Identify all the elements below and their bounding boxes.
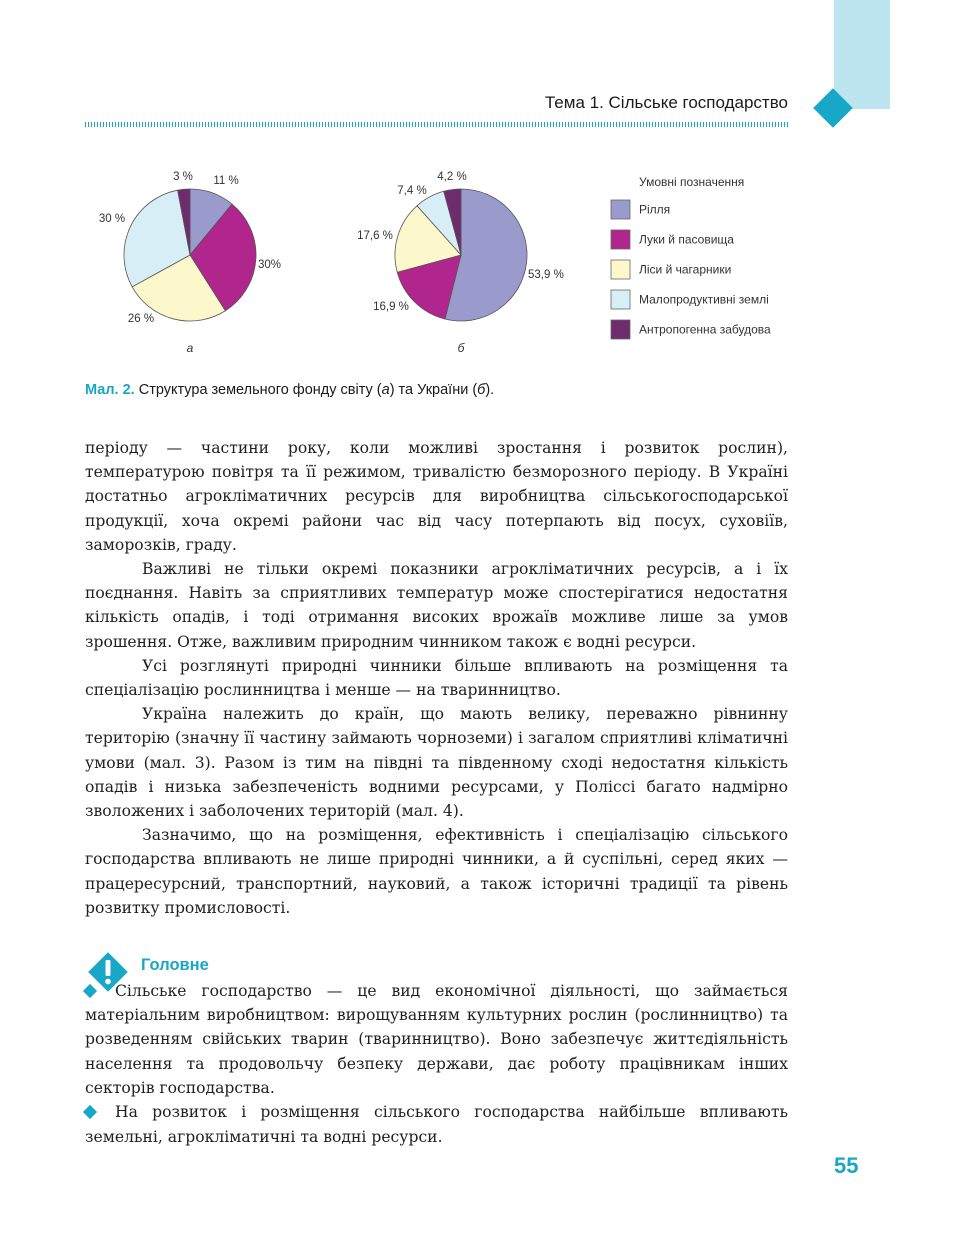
summary-heading: Головне [141, 956, 209, 974]
legend-label: Антропогенна забудова [639, 322, 771, 337]
figure-caption [85, 382, 494, 398]
legend-swatch [611, 320, 630, 339]
legend-swatch [611, 290, 630, 309]
legend-label: Рілля [639, 202, 671, 217]
summary-item-text: Сільське господарство — це вид економічної діяльності, що займається матеріальним виробництвом: вирощуванням культурних рослин (рослинництво) та розведенням свійських тварин (тваринництво). Воно забезпечує життєдіяльність населення та продовольчу безпеку держави, дає роботу працівникам інших секторів господарства. [85, 982, 788, 1097]
paragraph: періоду — частини року, коли можливі зростання і розвиток рослин), температурою повітря та її режимом, тривалістю безморозного періоду. В Україні достатньо агрокліматичних ресурсів для виробництва сільськогосподарської продукції, хоча окремі райони час від часу потерпають від посух, суховіїв, заморозків, граду. [85, 439, 788, 554]
diamond-bullet-icon [83, 1105, 97, 1119]
legend-swatch [611, 200, 630, 219]
legend-swatch [611, 230, 630, 249]
diamond-bullet-icon [83, 984, 97, 998]
caption-text-before: Структура земельного фонду світу ( [134, 382, 382, 398]
data-label: 3 % [173, 171, 193, 183]
chart-sublabel: б [457, 341, 465, 355]
summary-item [85, 1100, 788, 1148]
paragraph: Зазначимо, що на розміщення, ефективність і спеціалізацію сільського господарства впливають не лише природні чинники, а й суспільні, серед яких — працересурсний, транспортний, науковий, а також історичні традиції та рівень розвитку промисловості. [85, 826, 788, 917]
data-label: 26 % [127, 313, 155, 325]
data-label: 4,2 % [437, 171, 467, 183]
legend-swatch [611, 260, 630, 279]
data-label: 7,4 % [397, 185, 427, 197]
page-header-title: Тема 1. Сільське господарство [544, 93, 788, 112]
data-label: 30% [258, 259, 282, 271]
paragraph: Усі розглянуті природні чинники більше впливають на розміщення та спеціалізацію рослинництва і менше — на тваринництво. [85, 656, 788, 700]
data-label: 30 % [98, 213, 126, 225]
land-fund-charts [0, 160, 963, 370]
paragraph: Важливі не тільки окремі показники агрокліматичних ресурсів, а і їх поєднання. Навіть за сприятливих температур може спостерігатися недостатня кількість опадів, і тоді отримання високих врожаїв можливе лише за умов зрошення. Отже, важливим природним чинником також є водні ресурси. [85, 560, 788, 651]
data-label: 53,9 % [528, 269, 564, 281]
data-label: 11 % [213, 175, 239, 187]
legend-label: Луки й пасовища [639, 232, 734, 247]
legend-label: Малопродуктивні землі [639, 292, 769, 307]
figure-label: Мал. 2. [85, 382, 135, 398]
legend-title: Умовні позначення [639, 175, 745, 189]
summary-item [85, 979, 788, 1100]
caption-b: б [477, 382, 486, 398]
corner-tab [834, 0, 890, 109]
header-divider [85, 122, 788, 127]
chart-sublabel: а [186, 341, 194, 355]
caption-text-middle: ) та України ( [389, 382, 478, 398]
summary-item-text: На розвиток і розміщення сільського господарства найбільше впливають земельні, агрокліматичні та водні ресурси. [85, 1103, 788, 1146]
caption-a: а [381, 382, 390, 398]
data-label: 16,9 % [373, 301, 409, 313]
body-text [85, 436, 788, 920]
data-label: 17,6 % [357, 230, 393, 242]
legend-label: Ліси й чагарники [639, 262, 732, 277]
caption-text-after: ). [485, 382, 495, 398]
page-number: 55 [834, 1153, 859, 1178]
paragraph: Україна належить до країн, що мають велику, переважно рівнинну територію (значну її частину займають чорноземи) і загалом сприятливі кліматичні умови (мал. 3). Разом із тим на півдні та південному сході недостатня кількість опадів і низька забезпеченість водними ресурсами, у Поліссі багато надмірно зволожених і заболочених територій (мал. 4). [85, 705, 788, 821]
